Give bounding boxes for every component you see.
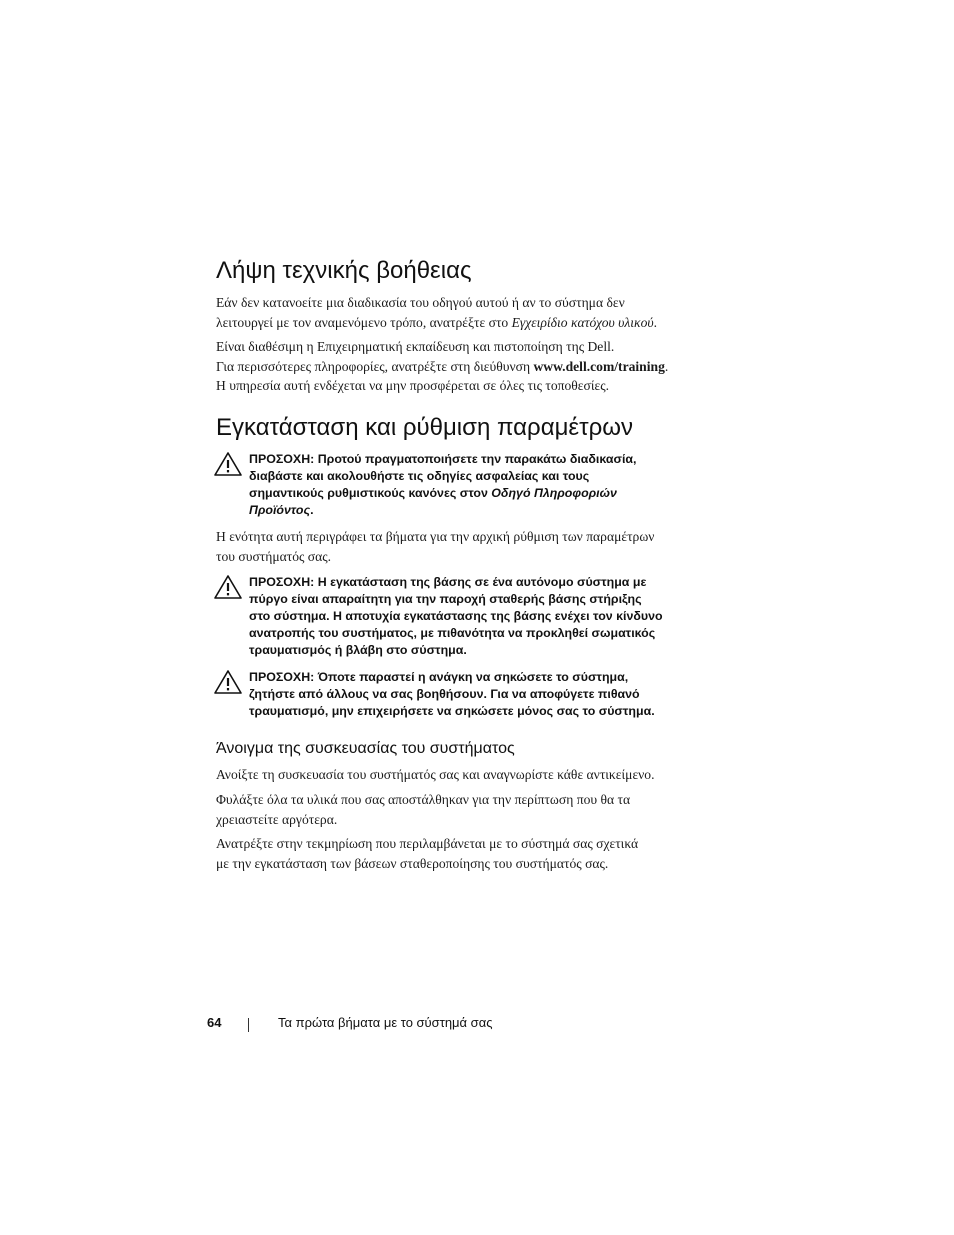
text-line: τραυματισμός ή βλάβη στο σύστημα. bbox=[249, 643, 467, 657]
caution-text bbox=[249, 451, 729, 519]
text-line bbox=[216, 357, 716, 377]
paragraph-unpack bbox=[216, 765, 716, 785]
text-span: . bbox=[653, 314, 658, 330]
warning-triangle-icon bbox=[213, 574, 243, 600]
text-line bbox=[249, 502, 729, 519]
text-line: διαβάστε και ακολουθήστε τις οδηγίες ασφαλείας και τους bbox=[249, 469, 590, 483]
text-line: Η ενότητα αυτή περιγράφει τα βήματα για την αρχική ρύθμιση των παραμέτρων bbox=[216, 529, 655, 544]
text-line: Ανατρέξτε στην τεκμηρίωση που περιλαμβάνεται με το σύστημά σας σχετικά bbox=[216, 836, 639, 851]
text-line bbox=[216, 313, 716, 333]
text-line: Εάν δεν κατανοείτε μια διαδικασία του οδηγού αυτού ή αν το σύστημα δεν bbox=[216, 295, 625, 310]
text-line: με την εγκατάσταση των βάσεων σταθεροποίησης του συστήματός σας. bbox=[216, 855, 609, 871]
section-heading-technical-help: Λήψη τεχνικής βοήθειας bbox=[216, 257, 472, 284]
subsection-heading-unpacking: Άνοιγμα της συσκευασίας του συστήματος bbox=[216, 740, 515, 757]
text-line bbox=[249, 485, 729, 502]
paragraph-setup-intro bbox=[216, 527, 716, 566]
training-url: www.dell.com/training bbox=[533, 358, 665, 374]
text-line: Φυλάξτε όλα τα υλικά που σας αποστάλθηκαν για την περίπτωση που θα τα bbox=[216, 792, 631, 807]
paragraph-stabilizer-docs bbox=[216, 834, 716, 873]
paragraph-training bbox=[216, 337, 716, 396]
text-line: τραυματισμό, μην επιχειρήσετε να σηκώσετε μόνος σας το σύστημα. bbox=[249, 704, 655, 718]
chapter-title: Τα πρώτα βήματα με το σύστημά σας bbox=[278, 1015, 493, 1030]
warning-triangle-icon bbox=[213, 669, 243, 695]
guide-reference: Προϊόντος bbox=[249, 503, 311, 517]
text-line: ΠΡΟΣΟΧΗ: Η εγκατάσταση της βάσης σε ένα αυτόνομο σύστημα με bbox=[249, 575, 647, 589]
caution-text bbox=[249, 669, 729, 720]
text-line: ανατροπής του συστήματος, με πιθανότητα να προκληθεί σωματικός bbox=[249, 626, 656, 640]
section-heading-setup: Εγκατάσταση και ρύθμιση παραμέτρων bbox=[216, 414, 633, 441]
warning-triangle-icon bbox=[213, 451, 243, 477]
manual-reference: Εγχειρίδιο κατόχου υλικού bbox=[511, 314, 654, 330]
text-line: στο σύστημα. Η αποτυχία εγκατάστασης της βάσης ενέχει τον κίνδυνο bbox=[249, 609, 663, 623]
text-line: πύργο είναι απαραίτητη για την παροχή σταθερής βάσης στήριξης bbox=[249, 592, 642, 606]
text-line: του συστήματός σας. bbox=[216, 548, 332, 564]
text-line: Η υπηρεσία αυτή ενδέχεται να μην προσφέρεται σε όλες τις τοποθεσίες. bbox=[216, 378, 609, 393]
page-number: 64 bbox=[207, 1015, 222, 1030]
text-span: . bbox=[664, 358, 669, 374]
text-span: Για περισσότερες πληροφορίες, ανατρέξτε στη διεύθυνση bbox=[216, 358, 534, 374]
text-span: σημαντικούς ρυθμιστικούς κανόνες στον bbox=[249, 486, 492, 500]
paragraph-help-intro bbox=[216, 293, 716, 332]
paragraph-keep-materials bbox=[216, 790, 716, 829]
text-span: λειτουργεί με τον αναμενόμενο τρόπο, ανατρέξτε στο bbox=[216, 314, 512, 330]
text-line: χρειαστείτε αργότερα. bbox=[216, 811, 338, 827]
footer-divider bbox=[248, 1018, 249, 1032]
caution-text bbox=[249, 574, 729, 659]
text-line: ΠΡΟΣΟΧΗ: Προτού πραγματοποιήσετε την παρακάτω διαδικασία, bbox=[249, 452, 637, 466]
text-line: ζητήστε από άλλους να σας βοηθήσουν. Για να αποφύγετε πιθανό bbox=[249, 687, 640, 701]
text-span: . bbox=[310, 503, 314, 517]
text-line: ΠΡΟΣΟΧΗ: Όποτε παραστεί η ανάγκη να σηκώσετε το σύστημα, bbox=[249, 670, 629, 684]
text-line: Είναι διαθέσιμη η Επιχειρηματική εκπαίδευση και πιστοποίηση της Dell. bbox=[216, 339, 615, 354]
text-line: Ανοίξτε τη συσκευασία του συστήματός σας και αναγνωρίστε κάθε αντικείμενο. bbox=[216, 767, 655, 782]
guide-reference: Οδηγό Πληροφοριών bbox=[491, 486, 617, 500]
